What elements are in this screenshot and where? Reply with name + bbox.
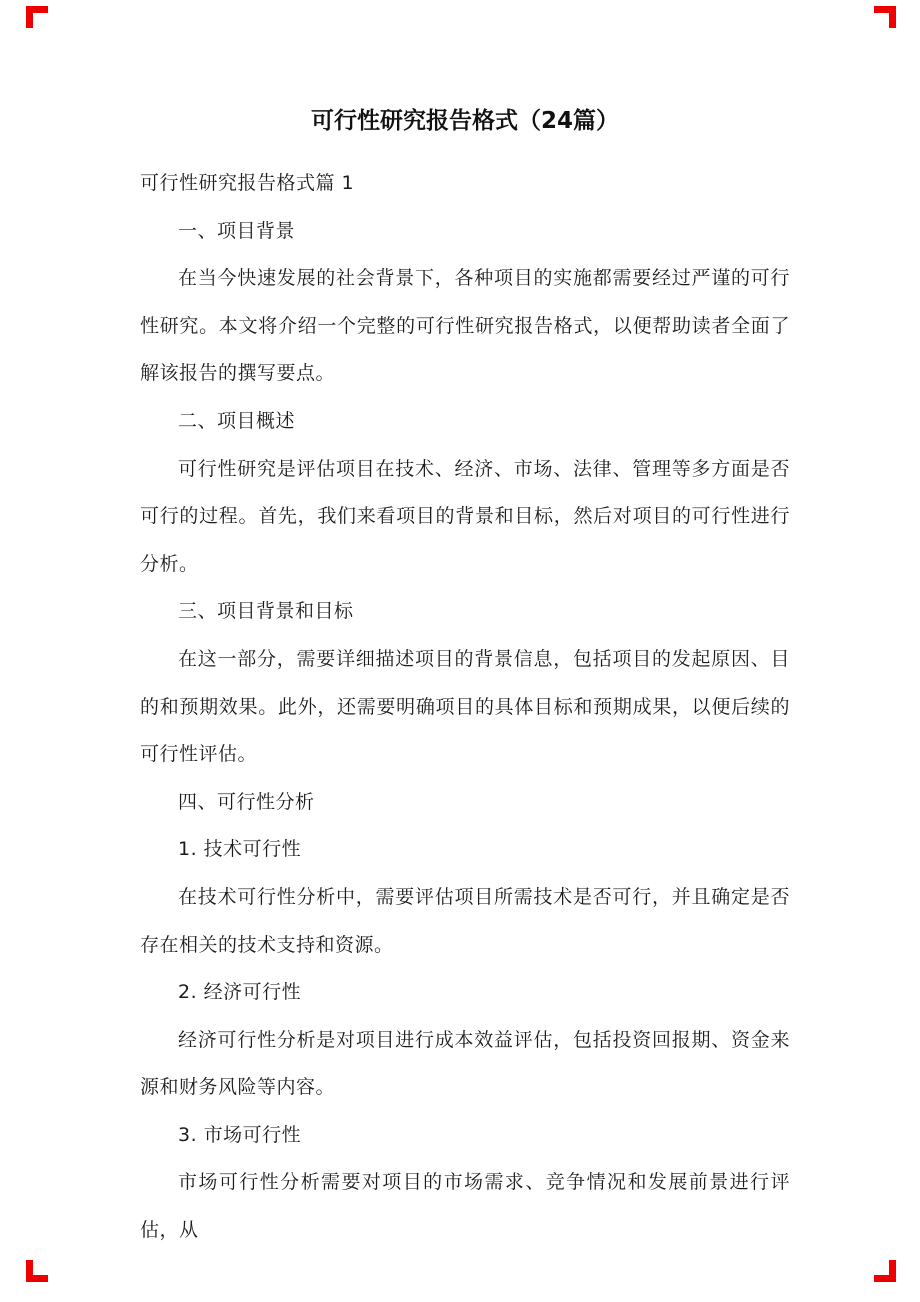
document-content (140, 104, 790, 1255)
body-paragraph: 在当今快速发展的社会背景下，各种项目的实施都需要经过严谨的可行性研究。本文将介绍一个完整的可行性研究报告格式，以便帮助读者全面了解该报告的撰写要点。 (140, 267, 790, 385)
subsection-heading: 3. 市场可行性 (178, 1123, 302, 1146)
body-paragraph: 市场可行性分析需要对项目的市场需求、竞争情况和发展前景进行评估，从 (140, 1171, 790, 1242)
section-heading: 一、项目背景 (178, 219, 296, 242)
body-paragraph: 在技术可行性分析中，需要评估项目所需技术是否可行，并且确定是否存在相关的技术支持和资源。 (140, 885, 790, 956)
body-paragraph: 可行性研究是评估项目在技术、经济、市场、法律、管理等多方面是否可行的过程。首先，我们来看项目的背景和目标，然后对项目的可行性进行分析。 (140, 457, 790, 575)
document-title: 可行性研究报告格式（24篇） (310, 108, 619, 134)
crop-mark-top-left-icon (26, 6, 48, 28)
subsection-heading: 2. 经济可行性 (178, 981, 302, 1004)
crop-mark-bottom-left-icon (26, 1260, 48, 1282)
crop-mark-top-right-icon (874, 6, 896, 28)
section-heading: 三、项目背景和目标 (178, 600, 354, 623)
body-paragraph: 在这一部分，需要详细描述项目的背景信息，包括项目的发起原因、目的和预期效果。此外，还需要明确项目的具体目标和预期成果，以便后续的可行性评估。 (140, 647, 790, 766)
body-paragraph: 经济可行性分析是对项目进行成本效益评估，包括投资回报期、资金来源和财务风险等内容。 (140, 1028, 790, 1099)
document-subtitle: 可行性研究报告格式篇 1 (140, 172, 355, 194)
crop-mark-bottom-right-icon (874, 1260, 896, 1282)
section-heading: 四、可行性分析 (178, 790, 315, 813)
section-heading: 二、项目概述 (178, 409, 296, 432)
subsection-heading: 1. 技术可行性 (178, 838, 302, 861)
